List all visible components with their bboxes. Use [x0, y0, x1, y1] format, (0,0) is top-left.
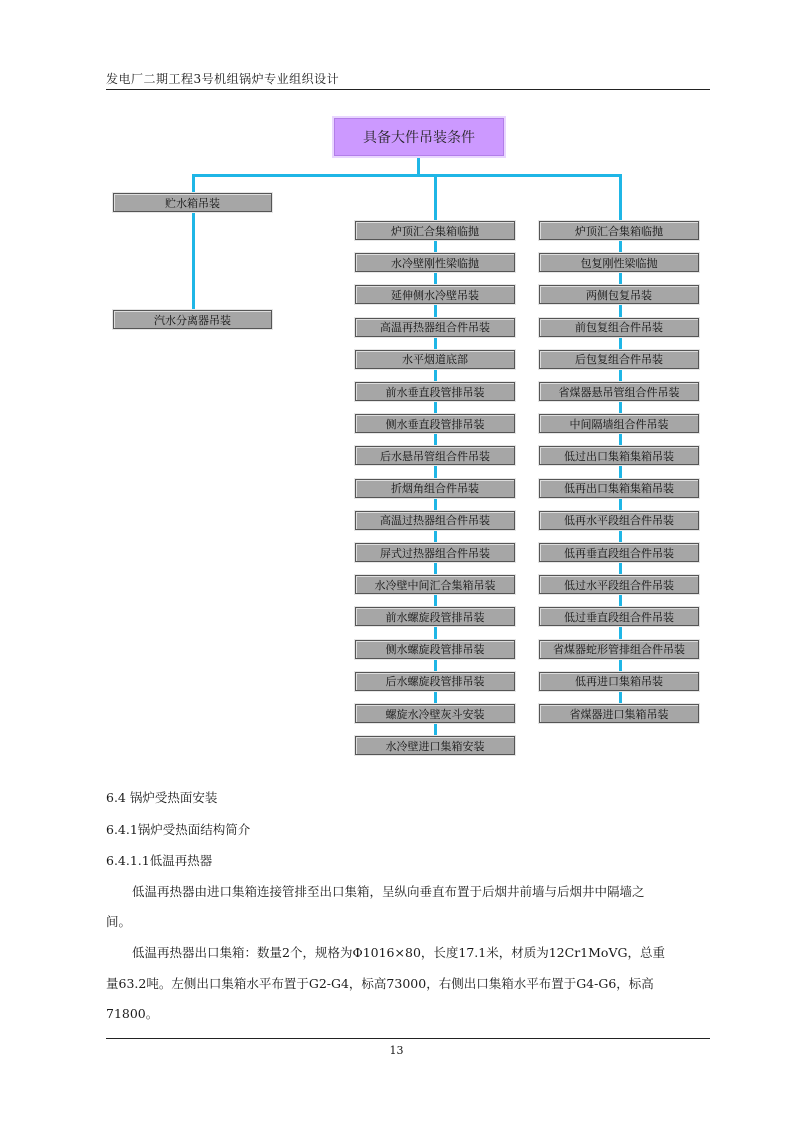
flow-step-left-1: 贮水箱吊装: [113, 193, 272, 212]
flow-step-middle-7: 侧水垂直段管排吊装: [355, 414, 515, 433]
flow-step-right-1: 炉顶汇合集箱临抛: [539, 221, 699, 240]
section-heading-6-4-1: 6.4.1锅炉受热面结构简介: [106, 822, 251, 837]
flow-step-right-14: 省煤器蛇形管排组合件吊装: [539, 640, 699, 659]
flow-step-middle-3: 延伸侧水冷壁吊装: [355, 285, 515, 304]
flow-step-right-8: 低过出口集箱集箱吊装: [539, 446, 699, 465]
flow-step-middle-11: 屏式过热器组合件吊装: [355, 543, 515, 562]
flow-step-right-16: 省煤器进口集箱吊装: [539, 704, 699, 723]
flow-step-right-12: 低过水平段组合件吊装: [539, 575, 699, 594]
flow-step-right-3: 两侧包复吊装: [539, 285, 699, 304]
footer-rule: [106, 1038, 710, 1039]
flow-step-right-4: 前包复组合件吊装: [539, 318, 699, 337]
flow-step-right-10: 低再水平段组合件吊装: [539, 511, 699, 530]
flow-step-middle-14: 侧水螺旋段管排吊装: [355, 640, 515, 659]
flow-step-middle-13: 前水螺旋段管排吊装: [355, 607, 515, 626]
flow-step-right-15: 低再进口集箱吊装: [539, 672, 699, 691]
flow-step-middle-16: 螺旋水冷壁灰斗安装: [355, 704, 515, 723]
paragraph-1-line-2: 间。: [106, 914, 132, 929]
flow-step-middle-1: 炉顶汇合集箱临抛: [355, 221, 515, 240]
flow-step-middle-15: 后水螺旋段管排吊装: [355, 672, 515, 691]
page-number: 13: [389, 1044, 404, 1057]
flow-step-right-2: 包复刚性梁临抛: [539, 253, 699, 272]
flow-step-right-6: 省煤器悬吊管组合件吊装: [539, 382, 699, 401]
flow-step-left-2: 汽水分离器吊装: [113, 310, 272, 329]
flow-step-middle-5: 水平烟道底部: [355, 350, 515, 369]
flow-step-middle-12: 水冷壁中间汇合集箱吊装: [355, 575, 515, 594]
flow-step-middle-4: 高温再热器组合件吊装: [355, 318, 515, 337]
flow-step-middle-17: 水冷壁进口集箱安装: [355, 736, 515, 755]
flow-step-middle-8: 后水悬吊管组合件吊装: [355, 446, 515, 465]
section-heading-6-4-1-1: 6.4.1.1低温再热器: [106, 853, 213, 868]
paragraph-1-line-1: 低温再热器由进口集箱连接管排至出口集箱，呈纵向垂直布置于后烟井前墙与后烟井中隔墙之: [132, 884, 645, 899]
flow-step-right-7: 中间隔墙组合件吊装: [539, 414, 699, 433]
paragraph-2-line-1: 低温再热器出口集箱：数量2个，规格为Φ1016×80，长度17.1米，材质为12Cr1MoVG，总重: [132, 945, 665, 960]
connector-root-stem: [417, 156, 420, 176]
section-heading-6-4: 6.4 锅炉受热面安装: [106, 790, 218, 805]
flow-step-middle-2: 水冷壁刚性梁临抛: [355, 253, 515, 272]
flow-step-right-11: 低再垂直段组合件吊装: [539, 543, 699, 562]
flow-step-middle-10: 高温过热器组合件吊装: [355, 511, 515, 530]
paragraph-2-line-2: 量63.2吨。左侧出口集箱水平布置于G2-G4，标高73000，右侧出口集箱水平布置于G4-G6，标高: [106, 976, 654, 991]
flow-step-right-9: 低再出口集箱集箱吊装: [539, 479, 699, 498]
flow-step-right-13: 低过垂直段组合件吊装: [539, 607, 699, 626]
flow-step-middle-9: 折烟角组合件吊装: [355, 479, 515, 498]
root-node: 具备大件吊装条件: [334, 118, 504, 156]
connector-horizontal: [193, 174, 621, 177]
flow-step-right-5: 后包复组合件吊装: [539, 350, 699, 369]
document-header-title: 发电厂二期工程3号机组锅炉专业组织设计: [106, 72, 340, 86]
flow-step-middle-6: 前水垂直段管排吊装: [355, 382, 515, 401]
paragraph-2-line-3: 71800。: [106, 1006, 159, 1021]
